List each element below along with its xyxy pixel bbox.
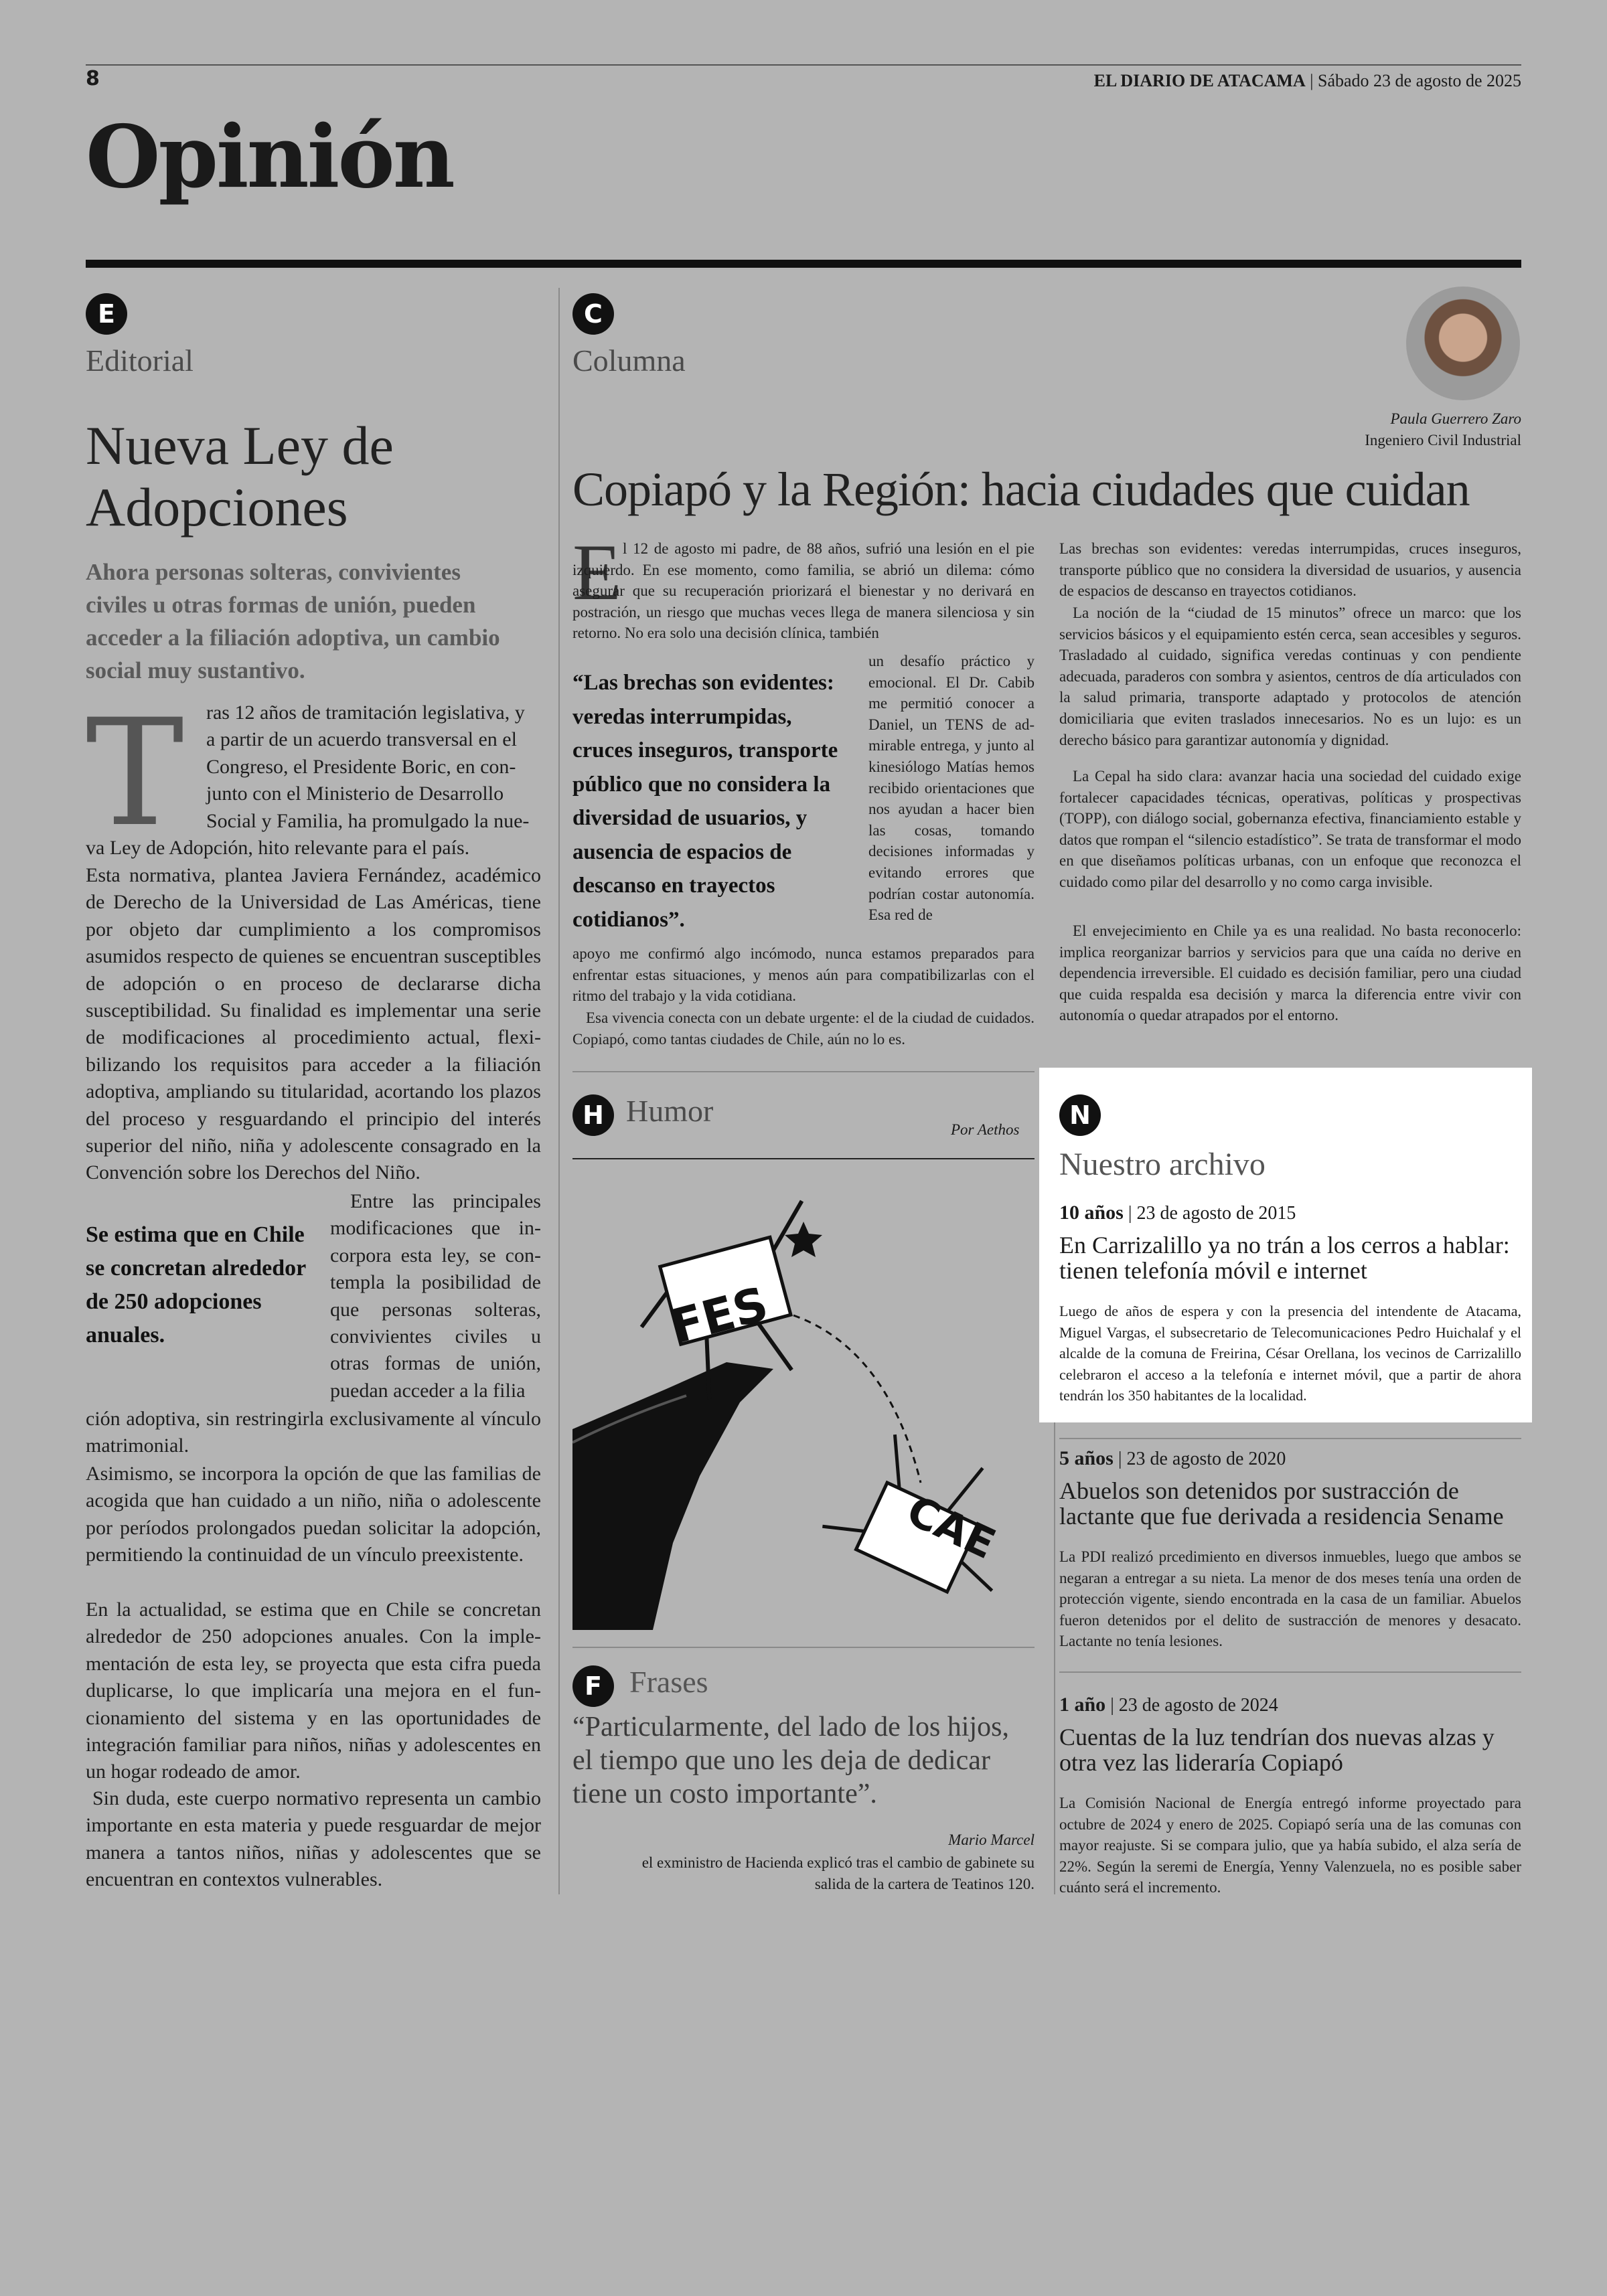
section-divider: [1059, 1438, 1521, 1439]
editorial-p5: En la actualidad, se estima que en Chile se concretan alrededor de 250 adopciones anuales. Con la implementación de esta ley, se proyecta que esta cifra pueda duplicarse, lo que implicaría una mejora en el funcionamiento del sistema y en las oportunidades de integración familiar para niños, niñas y adolescentes en un hogar rodeado de amor.: [86, 1598, 541, 1783]
headline-line: Adopciones: [86, 477, 348, 538]
humor-label: Humor: [626, 1094, 714, 1128]
frases-context: el exministro de Hacienda explicó tras el cambio de gabinete su salida de la cartera de Teatinos 120.: [641, 1854, 1035, 1892]
archive-item-text: La PDI realizó prcedimiento en diversos inmuebles, luego que ambos se negaran a entregar a su nieta. La menor de dos meses tenía una orden de protección vigente, siendo encontrada en la casa de un familiar. Abuelos fueron detenidos por el delito de sustracción de menores y desacato. Lactante no tenía lesiones.: [1059, 1548, 1521, 1650]
author-photo: [1406, 286, 1520, 400]
page-number: 8: [86, 67, 100, 90]
column-r4: El envejecimiento en Chile ya es una realidad. No basta reconocerlo: implica reorganizar barrios y servicios para que una caída no derive en dependencia irreversible. El cuidado es decisión familiar, pero una ciudad que cuida respalda esa decisión y marca la diferencia entre vivir con autonomía o quedar atrapados por el entorno.: [1059, 922, 1521, 1024]
archive-item-title: En Carrizalillo ya no trán a los cerros a hablar: tienen telefonía móvil e internet: [1059, 1232, 1510, 1284]
archive-badge: N: [1059, 1094, 1101, 1136]
column-pullquote: “Las brechas son evidentes: veredas interrumpidas, cruces inseguros, transporte público que no considera la diversidad de usuarios, y ausencia de espacios de descanso en trayectos cotidianos”.: [572, 671, 838, 932]
editorial-p1-rest: va Ley de Adopción, hito relevante para el país.: [86, 837, 470, 859]
editorial-dropcap: T: [86, 687, 184, 859]
column-p1-rest: apoyo me confirmó algo incómodo, nunca estamos preparados para enfrentar estas situaciones, y menos aún para compatibilizarlas con el ritmo del trabajo y la vida cotidiana.: [572, 945, 1035, 1005]
section-rule: [86, 260, 1521, 268]
archive-item: [1059, 1694, 1521, 1898]
author-role: Ingeniero Civil Industrial: [1365, 432, 1521, 448]
editorial-p2: Esta normativa, plantea Javiera Fernández, académico de Derecho de la Universidad de Las Américas, tiene por objeto dar cumplimiento a los compromisos asumidos respecto de quienes se encuentran susceptibles de adopción o en proceso de declararse dicha susceptibilidad. Su finalidad es implementar una serie de modificaciones al procedimiento actual, flexibilizando los requisitos para acceder a la filiación adoptiva, ampliando su titularidad, acortando los plazos del proceso y resguardando el principio del interés superior del niño, niña y adolescente consagrado en la Convención sobre los Derechos del Niño.: [86, 864, 541, 1184]
editorial-p3-wrap: Entre las principales modificaciones que incorpora esta ley, se contempla la posibilidad de que personas solteras, convivientes civiles u otras formas de unión, puedan acceder a la filia: [330, 1190, 541, 1402]
section-divider: [572, 1647, 1035, 1648]
column-p1-wrap: l 12 de agosto mi padre, de 88 años, sufrió una lesión en el pie izquierdo. En ese momento, como familia, se abrió un dilema: cómo asegurar que su recuperación priorizará el bienestar y no derivará en postración, un riesgo que muchas veces llega de manera silenciosa y sin retorno. No era solo una decisión clínica, también: [572, 540, 1035, 642]
text-line: ras 12 años de tramitación legislativa, y: [206, 702, 525, 724]
section-divider: [1059, 1671, 1521, 1673]
editorial-p1-wrap: [206, 700, 548, 835]
archive-item: [1059, 1202, 1521, 1406]
cartoon-label-fes: FES: [665, 1276, 774, 1355]
archive-years: 5 años: [1059, 1447, 1114, 1469]
humor-badge: H: [572, 1094, 614, 1136]
editorial-p3-rest: ción adoptiva, sin restringirla exclusivamente al vínculo matrimonial.: [86, 1408, 541, 1457]
frases-author: Mario Marcel: [948, 1831, 1035, 1848]
archive-years: 10 años: [1059, 1202, 1124, 1224]
editorial-headline: [86, 415, 514, 538]
frases-badge: F: [572, 1665, 614, 1707]
column-author: [1365, 408, 1521, 451]
text-line: a partir de un acuerdo transversal en el: [206, 728, 517, 751]
archive-item-meta: 5 años | 23 de agosto de 2020: [1059, 1447, 1286, 1469]
cliff: [572, 1362, 773, 1630]
archive-item-meta: 10 años | 23 de agosto de 2015: [1059, 1202, 1296, 1224]
editorial-p4: Asimismo, se incorpora la opción de que las familias de acogida que han cuidado a un niño, niña o adolescente por períodos prolongados puedan solicitar la adopción, permitiendo la continuidad de un vínculo preexistente.: [86, 1463, 541, 1566]
column-label: Columna: [572, 343, 686, 378]
text-line: Social y Familia, ha promulgado la nue-: [206, 809, 530, 832]
editorial-lead: Ahora personas solteras, convivientes civiles u otras formas de unión, pueden acceder a la filiación adoptiva, un cambio social muy sustantivo.: [86, 559, 500, 683]
column-p2: Esa vivencia conecta con un debate urgente: el de la ciudad de cuidados. Copiapó, como tantas ciudades de Chile, aún no lo es.: [572, 1009, 1035, 1048]
archive-item-meta: 1 año | 23 de agosto de 2024: [1059, 1694, 1278, 1716]
frases-quote: “Particularmente, del lado de los hijos, el tiempo que uno les deja de dedicar tiene un costo importante”.: [572, 1712, 1009, 1809]
archive-date: 23 de agosto de 2015: [1136, 1203, 1296, 1224]
text-line: junto con el Ministerio de Desarrollo: [206, 783, 504, 805]
archive-item-text: La Comisión Nacional de Energía entregó informe proyectado para octubre de 2024 y enero de 2025. Copiapó sería una de las comunas con mayor reajuste. Si se compara julio, que ya había subido, el alza sería de 22%. Según la seremi de Energía, Yenny Valenzuela, no es posible saber cuánto será el incremento.: [1059, 1795, 1521, 1896]
archive-item-text: Luego de años de espera y con la presencia del intendente de Atacama, Miguel Vargas, el subsecretario de Telecomunicaciones Pedro Huichalaf y el alcalde de la comuna de Freirina, César Orellana, los vecinos de Carrizalillo celebraron el acceso a la telefonía e internet móvil, que a partir de ahora tendrán los 350 habitantes de la localidad.: [1059, 1303, 1521, 1404]
column-r1: Las brechas son evidentes: veredas interrumpidas, cruces inseguros, transporte público que no considera la diversidad de usuarios, y ausencia de espacios de descanso en trayectos cotidianos.: [1059, 540, 1521, 600]
newspaper-name: EL DIARIO DE ATACAMA: [1093, 71, 1306, 90]
section-divider: [572, 1071, 1035, 1072]
masthead-info: EL DIARIO DE ATACAMA | Sábado 23 de agosto de 2025: [1093, 71, 1521, 90]
archive-item-title: Cuentas de la luz tendrían dos nuevas alzas y otra vez las lideraría Copiapó: [1059, 1724, 1495, 1776]
editorial-pullquote: Se estima que en Chile se concretan alrededor de 250 adopciones anuales.: [86, 1222, 306, 1347]
header-rule: [86, 64, 1521, 66]
section-title: Opinión: [86, 107, 453, 208]
column-dropcap: E: [572, 527, 622, 617]
archive-item-title: Abuelos son detenidos por sustracción de lactante que fue derivada a residencia Sename: [1059, 1477, 1504, 1530]
column-r3: La Cepal ha sido clara: avanzar hacia una sociedad del cuidado exige fortalecer capacidades técnicas, operativas, políticas y prospectivas (TOPP), con diálogo social, gobernanza efectiva, financiamiento estable y datos que rompan el “silencio estadístico”. Se trata de transformar el modo en que diseñamos políticas urbanas, con un enfoque que reconozca el cuidado como pilar del desarrollo y no como carga invisible.: [1059, 768, 1521, 890]
humor-credit: Por Aethos: [951, 1121, 1020, 1138]
column-divider: [558, 288, 560, 1894]
cartoon: [572, 1161, 1035, 1630]
column-badge: C: [572, 293, 614, 335]
column-p1-side: un desafío práctico y emocional. El Dr. Cabib me permitió conocer a Daniel, un TENS de admirable entrega, y junto al kinesiólogo Matías hemos recibido orientaciones que nos ayudan a hacer bien las cosas, tomando decisiones informadas y evitando errores que podrían costar autonomía. Esa red de: [868, 653, 1035, 924]
column-r2: La noción de la “ciudad de 15 minutos” ofrece un marco: que los servicios básicos y el equipamiento estén cerca, sean accesibles y seguros. Trasladado al cuidado, significa veredas continuas y con pendiente adecuada, paraderos con sombra y asientos, centros de día articulados con la salud primaria, transporte adaptado y protocolos de atención domiciliaria que eviten traslados innecesarios. No es un lujo: es un derecho básico para garantizar autonomía y dignidad.: [1059, 604, 1521, 748]
section-divider: [572, 1158, 1035, 1159]
archive-years: 1 año: [1059, 1694, 1106, 1716]
author-name: Paula Guerrero Zaro: [1390, 410, 1521, 427]
archive-date: 23 de agosto de 2024: [1118, 1695, 1278, 1716]
headline-line: Nueva Ley de: [86, 415, 394, 476]
issue-date: Sábado 23 de agosto de 2025: [1317, 71, 1521, 90]
archive-date: 23 de agosto de 2020: [1126, 1449, 1286, 1469]
editorial-label: Editorial: [86, 343, 194, 378]
frases-label: Frases: [629, 1665, 708, 1699]
archive-item: [1059, 1447, 1521, 1652]
column-headline: Copiapó y la Región: hacia ciudades que cuidan: [572, 463, 1470, 516]
star: [785, 1222, 822, 1257]
swoosh: [793, 1315, 921, 1483]
archive-label: Nuestro archivo: [1059, 1147, 1266, 1182]
editorial-p6: Sin duda, este cuerpo normativo representa un cambio importante en esta materia y puede resguardar de mejor manera a tantos niños, niñas y adolescentes que se encuentran en contextos vulnerables.: [86, 1787, 541, 1891]
cartoon-label-cae: CAE: [899, 1485, 1003, 1569]
text-line: Congreso, el Presidente Boric, en con-: [206, 755, 516, 778]
editorial-badge: E: [86, 293, 127, 335]
